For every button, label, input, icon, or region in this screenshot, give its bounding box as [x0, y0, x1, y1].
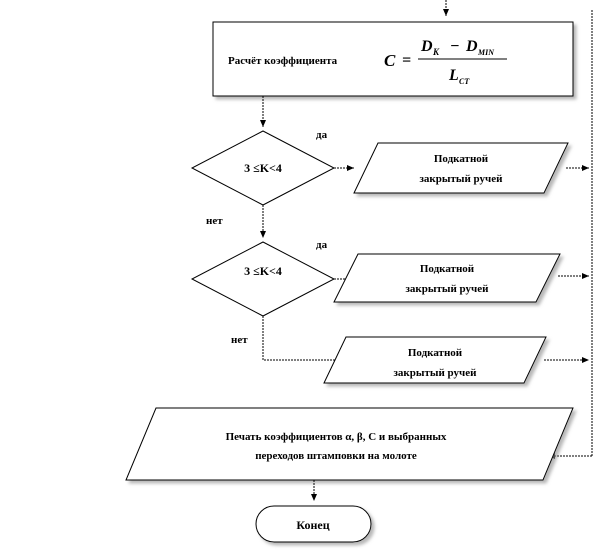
svg-text:K: K	[433, 47, 440, 57]
output-2-line2: закрытый ручей	[405, 283, 489, 295]
svg-text:=: =	[402, 52, 412, 69]
output-1-line2: закрытый ручей	[419, 173, 503, 185]
process-label: Расчёт коэффициента	[228, 55, 338, 67]
decision-2-label: 3 ≤K<4	[244, 264, 282, 278]
print-line2: переходов штамповки на молоте	[255, 450, 417, 462]
decision-1-yes-label: да	[316, 129, 328, 141]
connector-decision2-to-output3	[263, 316, 343, 360]
print-line1: Печать коэффициентов α, β, С и выбранных	[225, 431, 447, 443]
decision-1-no-label: нет	[206, 215, 223, 227]
svg-text:C: C	[384, 51, 396, 70]
output-3-line2: закрытый ручей	[393, 367, 477, 379]
svg-text:MIN: MIN	[478, 48, 495, 57]
output-1-line1: Подкатной	[433, 153, 489, 165]
svg-text:D: D	[466, 38, 478, 55]
output-1	[354, 143, 568, 193]
decision-2	[192, 242, 334, 316]
decision-2-no-label: нет	[231, 334, 248, 346]
svg-text:L: L	[449, 67, 459, 84]
svg-text:D: D	[421, 38, 433, 55]
output-3-line1: Подкатной	[407, 347, 463, 359]
print-block	[126, 408, 573, 480]
svg-text:−: −	[450, 38, 460, 55]
svg-text:CT: CT	[459, 77, 470, 86]
output-2-line1: Подкатной	[419, 263, 475, 275]
decision-1-label: 3 ≤K<4	[244, 161, 282, 175]
decision-2-yes-label: да	[316, 239, 328, 251]
end-label: Конец	[296, 518, 330, 532]
